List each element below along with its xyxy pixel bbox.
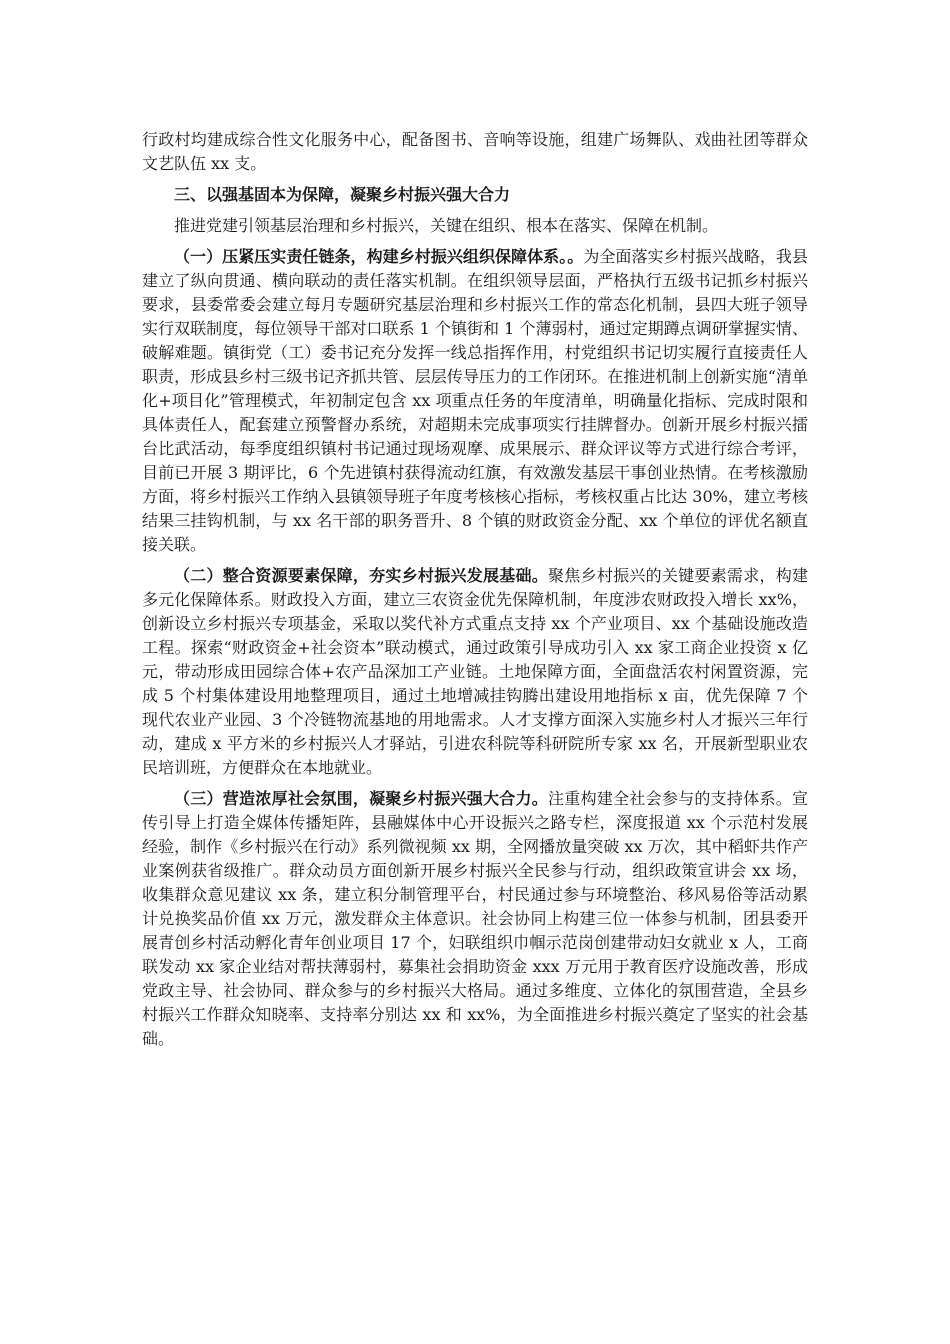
- subsection-one-body: 为全面落实乡村振兴战略，我县建立了纵向贯通、横向联动的责任落实机制。在组织领导层面，严格执行五级书记抓乡村振兴要求，县委常委会建立每月专题研究基层治理和乡村振兴工作的常态化机制，县四大班子领导实行双联制度，每位领导干部对口联系 1 个镇街和 1 个薄弱村，通过定期蹲点调研掌握实情、破解难题。镇街党（工）委书记充分发挥一线总指挥作用，村党组织书记切实履行直接责任人职责，形成县乡村三级书记齐抓共管、层层传导压力的工作闭环。在推进机制上创新实施“清单化+项目化”管理模式，年初制定包含 xx 项重点任务的年度清单，明确量化指标、完成时限和具体责任人，配套建立预警督办系统，对超期未完成事项实行挂牌督办。创新开展乡村振兴擂台比武活动，每季度组织镇村书记通过现场观摩、成果展示、群众评议等方式进行综合考评，目前已开展 3 期评比，6 个先进镇村获得流动红旗，有效激发基层干事创业热情。在考核激励方面，将乡村振兴工作纳入县镇领导班子年度考核核心指标，考核权重占比达 30%，建立考核结果三挂钩机制，与 xx 名干部的职务晋升、8 个镇的财政资金分配、xx 个单位的评优名额直接关联。: [142, 247, 808, 554]
- subsection-two-paragraph: [142, 564, 808, 780]
- subsection-one-paragraph: [142, 245, 808, 557]
- section-three-intro-paragraph: 推进党建引领基层治理和乡村振兴，关键在组织、根本在落实、保障在机制。: [174, 216, 719, 235]
- subsection-two-title: （二）整合资源要素保障，夯实乡村振兴发展基础。: [174, 566, 549, 585]
- section-three-heading: 三、以强基固本为保障，凝聚乡村振兴强大合力: [174, 185, 511, 204]
- subsection-three-paragraph: [142, 787, 808, 1051]
- subsection-one-title: （一）压紧压实责任链条，构建乡村振兴组织保障体系。。: [174, 247, 584, 266]
- subsection-two-body: 聚焦乡村振兴的关键要素需求，构建多元化保障体系。财政投入方面，建立三农资金优先保障机制，年度涉农财政投入增长 xx%，创新设立乡村振兴专项基金，采取以奖代补方式重点支持 xx 个产业项目、xx 个基础设施改造工程。探索“财政资金+社会资本”联动模式，通过政策引导成功引入 xx 家工商企业投资 x 亿元，带动形成田园综合体+农产品深加工产业链。土地保障方面，全面盘活农村闲置资源，完成 5 个村集体建设用地整理项目，通过土地增减挂钩腾出建设用地指标 x 亩，优先保障 7 个现代农业产业园、3 个冷链物流基地的用地需求。人才支撑方面深入实施乡村人才振兴三年行动，建成 x 平方米的乡村振兴人才驿站，引进农科院等科研院所专家 xx 名，开展新型职业农民培训班，方便群众在本地就业。: [142, 566, 808, 777]
- intro-continuation-paragraph: 行政村均建成综合性文化服务中心，配备图书、音响等设施，组建广场舞队、戏曲社团等群众文艺队伍 xx 支。: [142, 130, 808, 173]
- subsection-three-title: （三）营造浓厚社会氛围，凝聚乡村振兴强大合力。: [174, 789, 549, 808]
- subsection-three-body: 注重构建全社会参与的支持体系。宣传引导上打造全媒体传播矩阵，县融媒体中心开设振兴之路专栏，深度报道 xx 个示范村发展经验，制作《乡村振兴在行动》系列微视频 xx 期，全网播放量突破 xx 万次，其中稻虾共作产业案例获省级推广。群众动员方面创新开展乡村振兴全民参与行动，组织政策宣讲会 xx 场，收集群众意见建议 xx 条，建立积分制管理平台，村民通过参与环境整治、移风易俗等活动累计兑换奖品价值 xx 万元，激发群众主体意识。社会协同上构建三位一体参与机制，团县委开展青创乡村活动孵化青年创业项目 17 个，妇联组织巾帼示范岗创建带动妇女就业 x 人，工商联发动 xx 家企业结对帮扶薄弱村，募集社会捐助资金 xxx 万元用于教育医疗设施改善，形成党政主导、社会协同、群众参与的乡村振兴大格局。通过多维度、立体化的氛围营造，全县乡村振兴工作群众知晓率、支持率分别达 xx 和 xx%，为全面推进乡村振兴奠定了坚实的社会基础。: [142, 789, 808, 1048]
- document-page: [142, 128, 808, 1058]
